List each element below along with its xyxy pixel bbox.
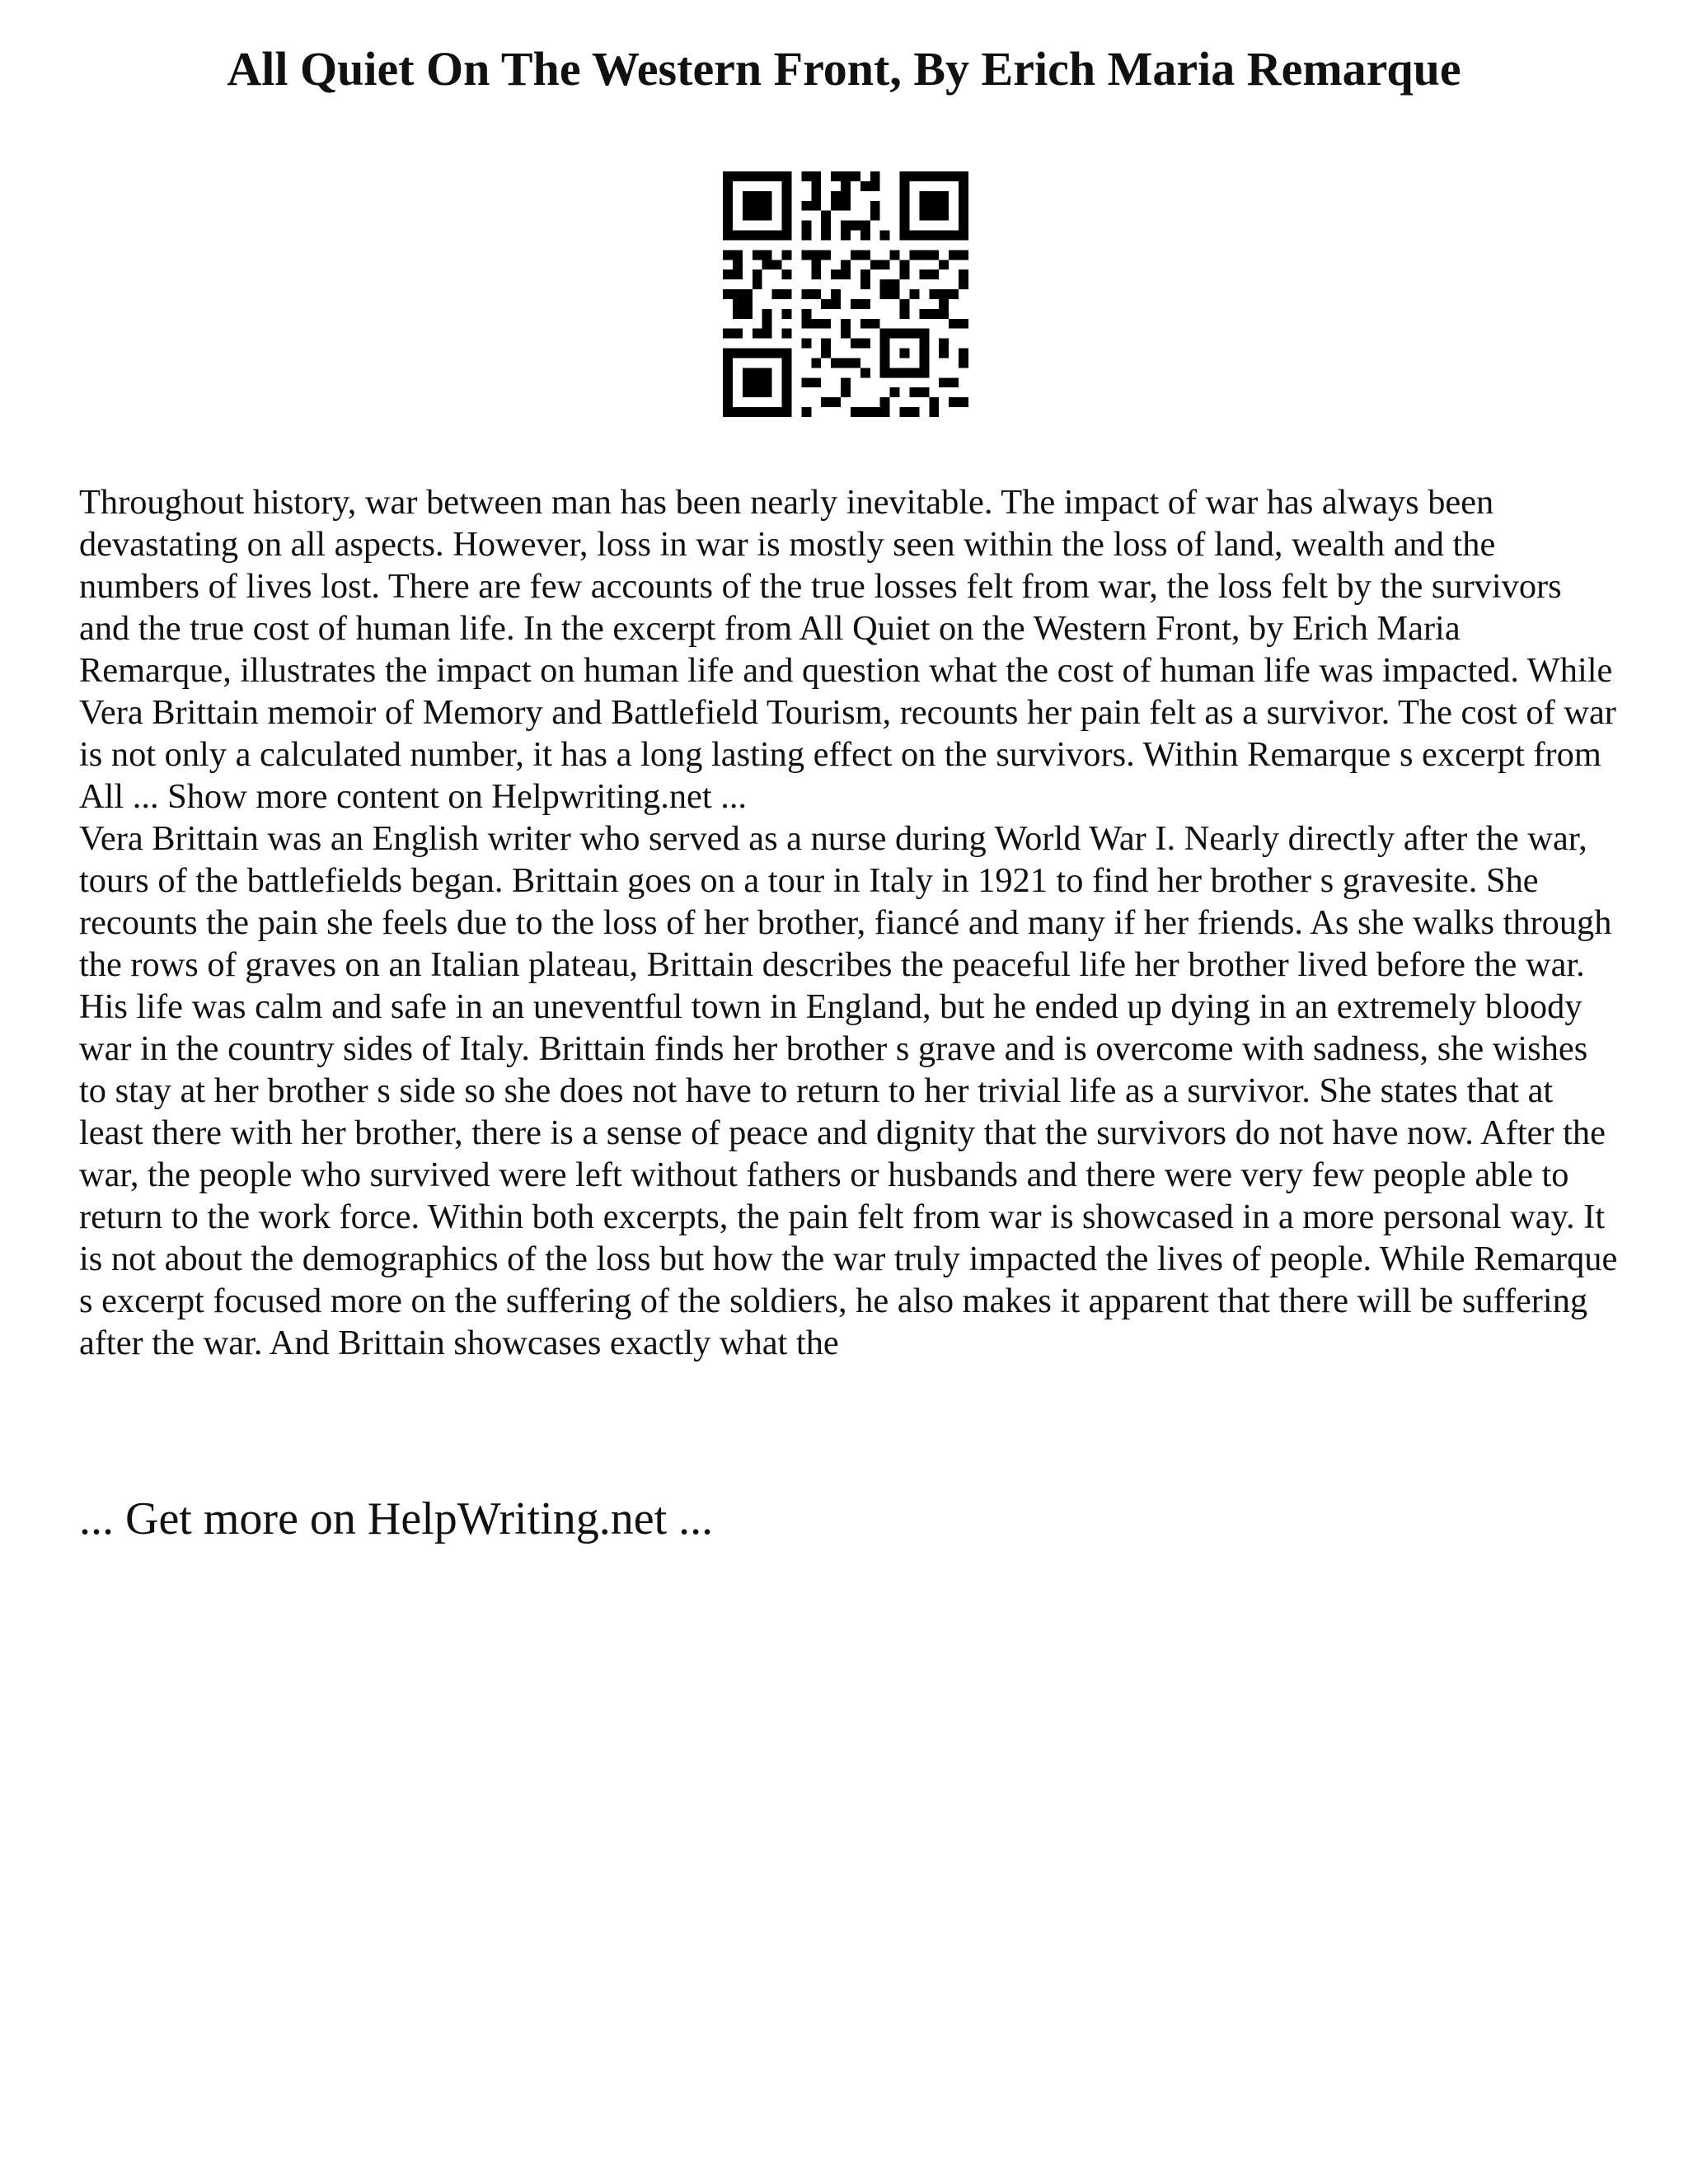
qr-code-icon[interactable]: [723, 171, 968, 417]
essay-paragraph-2: Vera Brittain was an English writer who served as a nurse during World War I. Nearly directly after the war, tours of the battlefields began. Brittain goes on a tour in Italy in 1921 to find her brother s gravesite. She recounts the pain she feels due to the loss of her brother, fiancé and many if her friends. As she walks through the rows of graves on an Italian plateau, Brittain describes the peaceful life her brother lived before the war. His life was calm and safe in an uneventful town in England, but he ended up dying in an extremely bloody war in the country sides of Italy. Brittain finds her brother s grave and is overcome with sadness, she wishes to stay at her brother s side so she does not have to return to her trivial life as a survivor. She states that at least there with her brother, there is a sense of peace and dignity that the survivors do not have now. After the war, the people who survived were left without fathers or husbands and there were very few people able to return to the work force. Within both excerpts, the pain felt from war is showcased in a more personal way. It is not about the demographics of the loss but how the war truly impacted the lives of people. While Remarque s excerpt focused more on the suffering of the soldiers, he also makes it apparent that there will be suffering after the war. And Brittain showcases exactly what the: [79, 819, 1618, 1362]
essay-paragraph-1: Throughout history, war between man has been nearly inevitable. The impact of war has always been devastating on all aspects. However, loss in war is mostly seen within the loss of land, wealth and the numbers of lives lost. There are few accounts of the true losses felt from war, the loss felt by the survivors and the true cost of human life. In the excerpt from All Quiet on the Western Front, by Erich Maria Remarque, illustrates the impact on human life and question what the cost of human life was impacted. While Vera Brittain memoir of Memory and Battlefield Tourism, recounts her pain felt as a survivor. The cost of war is not only a calculated number, it has a long lasting effect on the survivors. Within Remarque s excerpt from All ... Show more content on Helpwriting.net ...: [79, 483, 1616, 816]
get-more-link[interactable]: ... Get more on HelpWriting.net ...: [79, 1493, 714, 1544]
essay-body: [79, 481, 1620, 1364]
document-title: All Quiet On The Western Front, By Erich Maria Remarque: [227, 42, 1461, 96]
